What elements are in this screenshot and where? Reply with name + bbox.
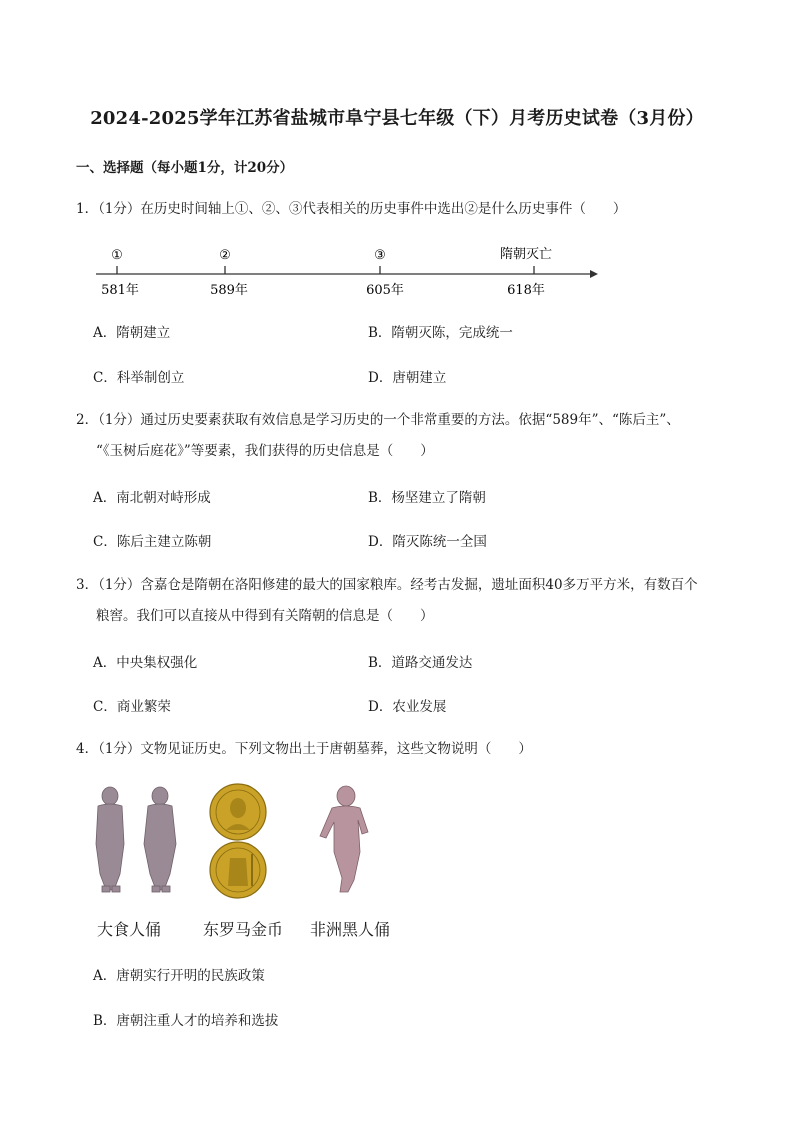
timeline-figure <box>90 238 600 300</box>
question-4-stem: 4．（1分）文物见证历史。下列文物出土于唐朝墓葬，这些文物说明（ ） <box>76 741 532 757</box>
timeline-year: 618年 <box>507 283 545 298</box>
question-3-stem-cont: 粮窖。我们可以直接从中得到有关隋朝的信息是（ ） <box>96 608 434 624</box>
option-d[interactable]: D．唐朝建立 <box>368 370 447 386</box>
section-heading: 一、选择题（每小题1分，计20分） <box>76 160 294 176</box>
dashi-figurine-image <box>96 787 176 892</box>
option-c[interactable]: C．科举制创立 <box>93 370 185 386</box>
question-1-stem: 1．（1分）在历史时间轴上①、②、③代表相关的历史事件中选出②是什么历史事件（ ） <box>76 201 627 217</box>
timeline-year: 589年 <box>210 283 248 298</box>
option-b[interactable]: B．道路交通发达 <box>368 655 473 671</box>
option-b[interactable]: B．唐朝注重人才的培养和选拔 <box>93 1013 279 1029</box>
artifact-caption: 东罗马金币 <box>203 920 284 939</box>
timeline-marker: ① <box>111 248 123 263</box>
timeline-year: 605年 <box>366 283 404 298</box>
option-a[interactable]: A．南北朝对峙形成 <box>93 490 211 506</box>
page-title: 2024-2025学年江苏省盐城市阜宁县七年级（下）月考历史试卷（3月份） <box>90 108 704 129</box>
timeline-marker: ③ <box>374 248 386 263</box>
option-c[interactable]: C．商业繁荣 <box>93 699 171 715</box>
timeline-year: 581年 <box>101 283 139 298</box>
timeline-arrow <box>590 270 598 278</box>
timeline-marker: ② <box>219 248 231 263</box>
option-b[interactable]: B．隋朝灭陈，完成统一 <box>368 325 513 341</box>
artifacts-figure <box>90 782 400 900</box>
timeline-marker: 隋朝灭亡 <box>499 247 553 262</box>
question-3-stem: 3．（1分）含嘉仓是隋朝在洛阳修建的最大的国家粮库。经考古发掘，遗址面积40多万平方米，有数百个 <box>76 577 698 593</box>
byzantine-gold-coin-image <box>210 784 266 898</box>
option-c[interactable]: C．陈后主建立陈朝 <box>93 534 212 550</box>
question-2-stem-cont: “《玉树后庭花》”等要素，我们获得的历史信息是（ ） <box>96 443 434 459</box>
african-figurine-image <box>320 786 368 892</box>
option-a[interactable]: A．隋朝建立 <box>93 325 171 341</box>
option-a[interactable]: A．中央集权强化 <box>93 655 198 671</box>
question-2-stem: 2．（1分）通过历史要素获取有效信息是学习历史的一个非常重要的方法。依据“589年”、“陈后主”、 <box>76 412 680 428</box>
option-d[interactable]: D．隋灭陈统一全国 <box>368 534 487 550</box>
option-a[interactable]: A．唐朝实行开明的民族政策 <box>93 968 265 984</box>
option-b[interactable]: B．杨坚建立了隋朝 <box>368 490 486 506</box>
artifact-caption: 非洲黑人俑 <box>310 920 391 939</box>
option-d[interactable]: D．农业发展 <box>368 699 447 715</box>
artifact-caption: 大食人俑 <box>97 920 162 939</box>
